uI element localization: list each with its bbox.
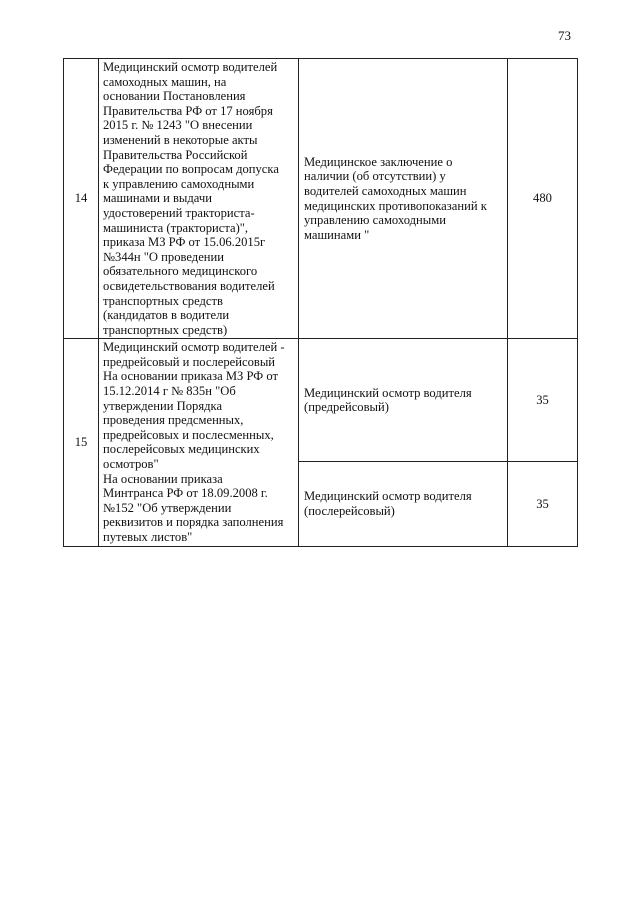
- services-table: [63, 58, 578, 547]
- service-name-cell: Медицинское заключение о наличии (об отсутствии) у водителей самоходных машин медицинских противопоказаний к управлению самоходными машинами ": [299, 59, 508, 339]
- table-row: [64, 59, 578, 339]
- table-row: [64, 339, 578, 462]
- price-cell: 35: [508, 339, 578, 462]
- service-name-cell: Медицинский осмотр водителя (предрейсовый): [299, 339, 508, 462]
- row-number: 15: [64, 339, 99, 546]
- row-number: 14: [64, 59, 99, 339]
- legal-basis-cell: Медицинский осмотр водителей самоходных машин, на основании Постановления Правительства РФ от 17 ноября 2015 г. № 1243 "О внесении изменений в некоторые акты Правительства Российской Федерации по вопросам допуска к управлению самоходными машинами и выдачи удостоверений тракториста- машиниста (тракториста)", приказа МЗ РФ от 15.06.2015г №344н "О проведении обязательного медицинского освидетельствования водителей транспортных средств (кандидатов в водители транспортных средств): [99, 59, 299, 339]
- legal-basis-cell: Медицинский осмотр водителей - предрейсовый и послерейсовый На основании приказа МЗ РФ от 15.12.2014 г № 835н "Об утверждении Порядка проведения предсменных, предрейсовых и послесменных, послерейсовых медицинских осмотров" На основании приказа Минтранса РФ от 18.09.2008 г. №152 "Об утверждении реквизитов и порядка заполнения путевых листов": [99, 339, 299, 546]
- price-cell: 480: [508, 59, 578, 339]
- page-number: 73: [558, 28, 571, 43]
- price-cell: 35: [508, 462, 578, 546]
- service-name-cell: Медицинский осмотр водителя (послерейсовый): [299, 462, 508, 546]
